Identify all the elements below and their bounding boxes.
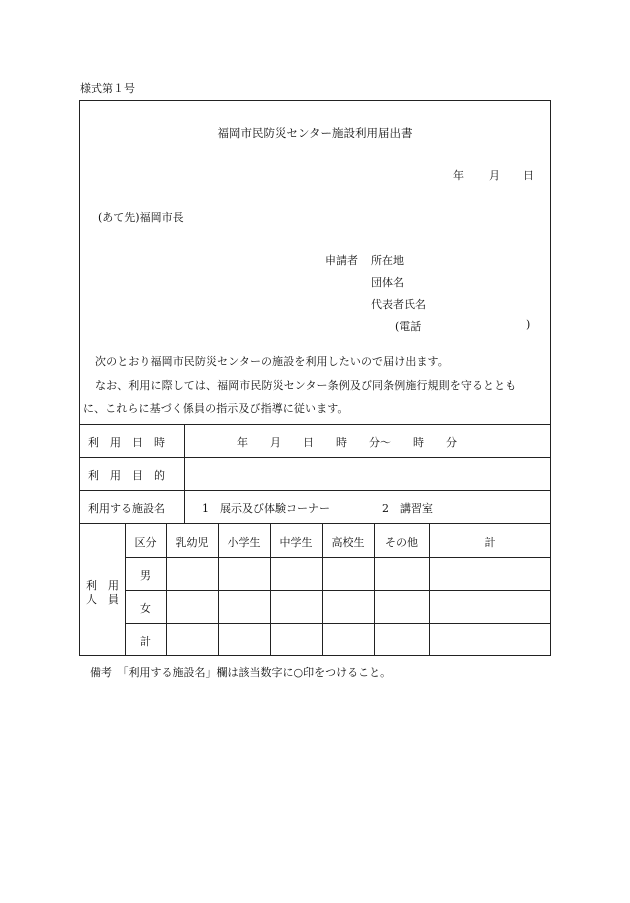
statement-line-2: なお、利用に際しては、福岡市民防災センター条例及び同条例施行規則を守るととも [95,379,517,392]
statement-line-1: 次のとおり福岡市民防災センターの施設を利用したいので届け出ます。 [95,355,449,368]
users-side-label-2: 人 員 [86,593,119,606]
statement-line-3: に、これらに基づく係員の指示及び指導に従います。 [83,402,349,415]
phone-label: (電話 [395,320,422,333]
purpose-label: 利 用 目 的 [88,469,165,482]
header-other: その他 [385,536,418,549]
row-label-total: 計 [140,635,151,648]
row-divider [79,424,551,425]
addressee: (あて先)福岡市長 [98,211,184,224]
date-year-label: 年 [453,169,464,182]
form-number-label: 様式第１号 [80,82,135,95]
date-month-label: 月 [489,169,500,182]
applicant-address-label: 所在地 [371,254,404,267]
date-day-label: 日 [523,169,534,182]
form-title: 福岡市民防災センター施設利用届出書 [217,126,413,140]
datetime-value-field[interactable]: 年 月 日 時 分～ 時 分 [237,436,457,449]
datetime-label: 利 用 日 時 [88,436,165,449]
phone-close-paren: ) [526,318,531,331]
facility-option-lecture-room[interactable]: 2 講習室 [382,502,433,515]
row-label-male: 男 [140,569,151,582]
header-category: 区分 [134,536,157,549]
header-junior-high: 中学生 [279,536,313,549]
header-elementary: 小学生 [227,536,261,549]
row-divider [79,457,551,458]
applicant-label: 申請者 [325,254,358,267]
table-row-divider [125,623,551,624]
table-row-divider [125,557,551,558]
purpose-input-field[interactable] [186,460,548,488]
row-label-female: 女 [140,602,151,615]
row-divider [79,523,551,524]
header-total: 計 [484,536,496,549]
table-row-divider [125,590,551,591]
header-infants: 乳幼児 [175,536,209,549]
row-divider [79,490,551,491]
facility-option-exhibition[interactable]: 1 展示及び体験コーナー [202,502,330,515]
applicant-organization-label: 団体名 [371,276,404,289]
note: 備考 「利用する施設名」欄は該当数字に○印をつけること。 [90,666,392,679]
header-high-school: 高校生 [331,536,365,549]
applicant-representative-label: 代表者氏名 [371,298,426,311]
users-side-label-1: 利 用 [86,579,119,592]
label-column-divider [184,424,185,523]
facility-label: 利用する施設名 [88,502,165,515]
